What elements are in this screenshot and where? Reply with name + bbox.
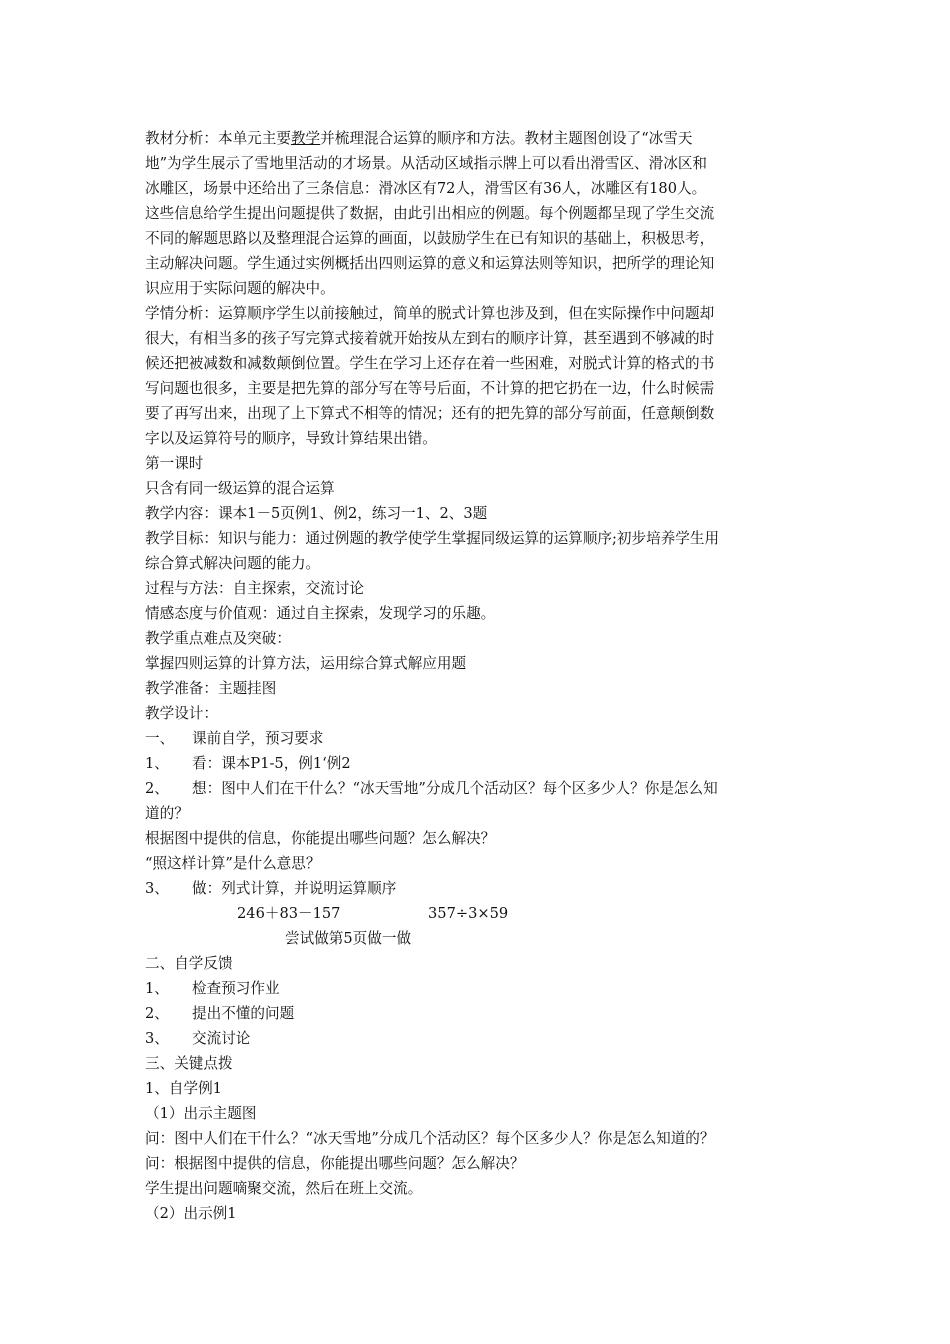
analysis-line-4: 这些信息给学生提出问题提供了数据，由此引出相应的例题。每个例题都呈现了学生交流 xyxy=(145,205,715,222)
situation-line-6: 字以及运算符号的顺序，导致计算结果出错。 xyxy=(145,430,437,447)
situation-line-2: 很大，有相当多的孩子写完算式接着就开始按从左到右的顺序计算，甚至遇到不够减的时 xyxy=(145,330,715,347)
lesson-goal-2: 综合算式解决问题的能力。 xyxy=(145,555,321,572)
link-teaching[interactable]: 教学 xyxy=(290,130,321,147)
section1-item-3: 3、 做：列式计算，并说明运算顺序 xyxy=(145,880,397,897)
section2-heading: 二、自学反馈 xyxy=(145,955,233,972)
formula-2: 357÷3×59 xyxy=(428,905,509,922)
document-page xyxy=(145,126,810,1226)
situation-line-1: 学情分析：运算顺序学生以前接触过，简单的脱式计算也涉及到，但在实际操作中问题却 xyxy=(145,305,715,322)
section1-question-2: “照这样计算”是什么意思？ xyxy=(145,855,321,872)
lesson-emotion: 情感态度与价值观：通过自主探索，发现学习的乐趣。 xyxy=(145,605,496,622)
section3-step-1: （1）出示主题图 xyxy=(145,1105,257,1122)
section2-item-2: 2、 提出不懂的问题 xyxy=(145,1005,295,1022)
section2-item-3: 3、 交流讨论 xyxy=(145,1030,251,1047)
section1-formulas xyxy=(145,901,810,926)
analysis-line-3: 冰雕区，场景中还给出了三条信息：滑冰区有72人，滑雪区有36人，冰雕区有180人。 xyxy=(145,180,707,197)
analysis-line-6: 主动解决问题。学生通过实例概括出四则运算的意义和运算法则等知识，把所学的理论知 xyxy=(145,255,715,272)
section1-item-1: 1、 看：课本P1-5，例1‘例2 xyxy=(145,755,351,772)
lesson-key-text: 掌握四则运算的计算方法，运用综合算式解应用题 xyxy=(145,655,467,672)
analysis-line-1: 教材分析：本单元主要教学并梳理混合运算的顺序和方法。教材主题图创设了“冰雪天 xyxy=(145,130,693,147)
section3-discuss: 学生提出问题嘀聚交流，然后在班上交流。 xyxy=(145,1180,423,1197)
situation-line-3: 候还把被减数和减数颠倒位置。学生在学习上还存在着一些困难，对脱式计算的格式的书 xyxy=(145,355,715,372)
section1-item-2: 2、 想：图中人们在干什么？“冰天雪地”分成几个活动区？每个区多少人？你是怎么知 xyxy=(145,780,718,797)
section3-heading: 三、关键点拨 xyxy=(145,1055,233,1072)
section3-ask-1: 问：图中人们在干什么？“冰天雪地”分成几个活动区？每个区多少人？你是怎么知道的？ xyxy=(145,1130,715,1147)
lesson-key-title: 教学重点难点及突破： xyxy=(145,630,291,647)
lesson-prep: 教学准备：主题挂图 xyxy=(145,680,277,697)
analysis-line-2: 地”为学生展示了雪地里活动的才场景。从活动区域指示牌上可以看出滑雪区、滑冰区和 xyxy=(145,155,708,172)
section1-question-1: 根据图中提供的信息，你能提出哪些问题？怎么解决？ xyxy=(145,830,496,847)
lesson-topic: 只含有同一级运算的混合运算 xyxy=(145,480,335,497)
lesson-goal-1: 教学目标：知识与能力：通过例题的教学使学生掌握同级运算的运算顺序;初步培养学生用 xyxy=(145,530,720,547)
section2-item-1: 1、 检查预习作业 xyxy=(145,980,280,997)
section3-step-2: （2）出示例1 xyxy=(145,1205,237,1222)
section3-sub-1: 1、自学例1 xyxy=(145,1080,222,1097)
situation-line-4: 写问题也很多，主要是把先算的部分写在等号后面，不计算的把它扔在一边，什么时候需 xyxy=(145,380,715,397)
lesson-content: 教学内容：课本1－5页例1、例2，练习一1、2、3题 xyxy=(145,505,488,522)
lesson-process: 过程与方法：自主探索，交流讨论 xyxy=(145,580,364,597)
section1-heading: 一、 课前自学，预习要求 xyxy=(145,730,324,747)
lesson-design: 教学设计： xyxy=(145,705,218,722)
section1-try: 尝试做第5页做一做 xyxy=(285,930,412,947)
analysis-line-5: 不同的解题思路以及整理混合运算的画面，以鼓励学生在已有知识的基础上，积极思考， xyxy=(145,230,715,247)
formula-1: 246＋83－157 xyxy=(237,905,341,922)
analysis-line-7: 识应用于实际问题的解决中。 xyxy=(145,280,335,297)
lesson-period: 第一课时 xyxy=(145,455,204,472)
section1-item-2-cont: 道的？ xyxy=(145,805,189,822)
section3-ask-2: 问：根据图中提供的信息，你能提出哪些问题？怎么解决？ xyxy=(145,1155,525,1172)
situation-line-5: 要了再写出来，出现了上下算式不相等的情况；还有的把先算的部分写前面，任意颠倒数 xyxy=(145,405,715,422)
